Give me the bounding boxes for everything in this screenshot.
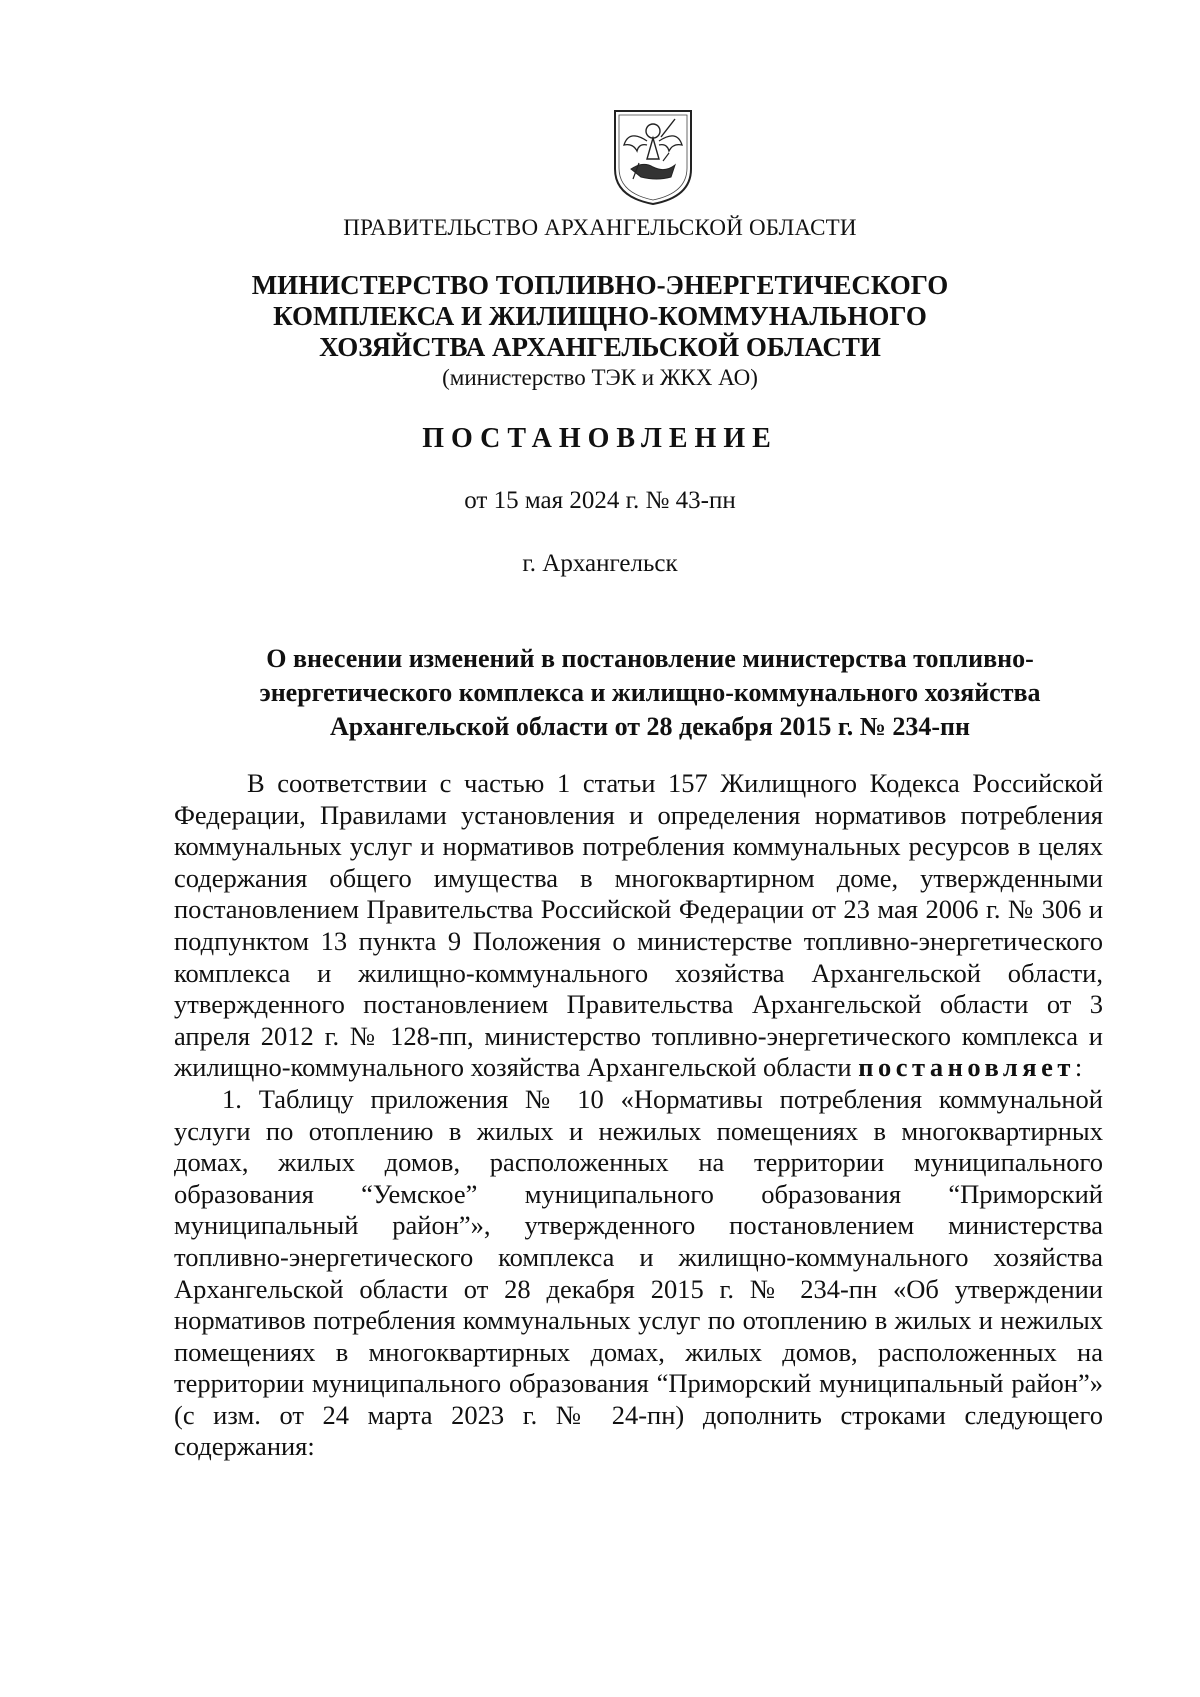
archangel-coat-of-arms-icon — [611, 107, 695, 207]
ministry-name-line: КОМПЛЕКСА И ЖИЛИЩНО-КОММУНАЛЬНОГО — [273, 301, 927, 331]
decree-colon: : — [1074, 1052, 1083, 1083]
ministry-name-line: ХОЗЯЙСТВА АРХАНГЕЛЬСКОЙ ОБЛАСТИ — [319, 332, 881, 362]
item-1-paragraph: 1. Таблицу приложения № 10 «Нормативы потребления коммунальной услуги по отоплению в жилых и нежилых помещениях в многоквартирных домах, жилых домов, расположенных на территории муниципального образования “Уемское” муниципального образования “Приморский муниципальный район”», утвержденного постановлением министерства топливно-энергетического комплекса и жилищно-коммунального хозяйства Архангельской области от 28 декабря 2015 г. № 234-пн «Об утверждении нормативов потребления коммунальных услуг по отоплению в жилых и нежилых помещениях в многоквартирных домах, жилых домов, расположенных на территории муниципального образования “Приморский муниципальный район”» (с изм. от 24 марта 2023 г. № 24-пн) дополнить строками следующего содержания: — [174, 1083, 1103, 1462]
document-type: ПОСТАНОВЛЕНИЕ — [422, 423, 778, 454]
ministry-name-line: МИНИСТЕРСТВО ТОПЛИВНО-ЭНЕРГЕТИЧЕСКОГО — [251, 270, 949, 300]
document-body — [174, 768, 1103, 1463]
document-city: г. Архангельск — [522, 550, 678, 577]
government-name: ПРАВИТЕЛЬСТВО АРХАНГЕЛЬСКОЙ ОБЛАСТИ — [343, 215, 857, 240]
document-subject — [200, 642, 1100, 744]
ministry-name — [0, 270, 1200, 363]
preamble-paragraph — [174, 768, 1103, 1084]
subject-line: Архангельской области от 28 декабря 2015 г. № 234-пн — [330, 712, 970, 741]
decree-word: постановляет — [858, 1052, 1075, 1083]
preamble-text: В соответствии с частью 1 статьи 157 Жилищного Кодекса Российской Федерации, Правилами установления и определения нормативов потребления коммунальных услуг и нормативов потребления коммунальных ресурсов в целях содержания общего имущества в многоквартирном доме, утвержденными постановлением Правительства Российской Федерации от 23 мая 2006 г. № 306 и подпунктом 13 пункта 9 Положения о министерстве топливно-энергетического комплекса и жилищно-коммунального хозяйства Архангельской области, утвержденного постановлением Правительства Архангельской области от 3 апреля 2012 г. № 128-пп, министерство топливно-энергетического комплекса и жилищно-коммунального хозяйства Архангельской области — [174, 768, 1103, 1083]
subject-line: О внесении изменений в постановление министерства топливно- — [266, 644, 1034, 673]
subject-line: энергетического комплекса и жилищно-коммунального хозяйства — [259, 678, 1041, 707]
ministry-short-name: (министерство ТЭК и ЖКХ АО) — [442, 365, 758, 390]
document-date-number: от 15 мая 2024 г. № 43-пн — [464, 487, 736, 514]
